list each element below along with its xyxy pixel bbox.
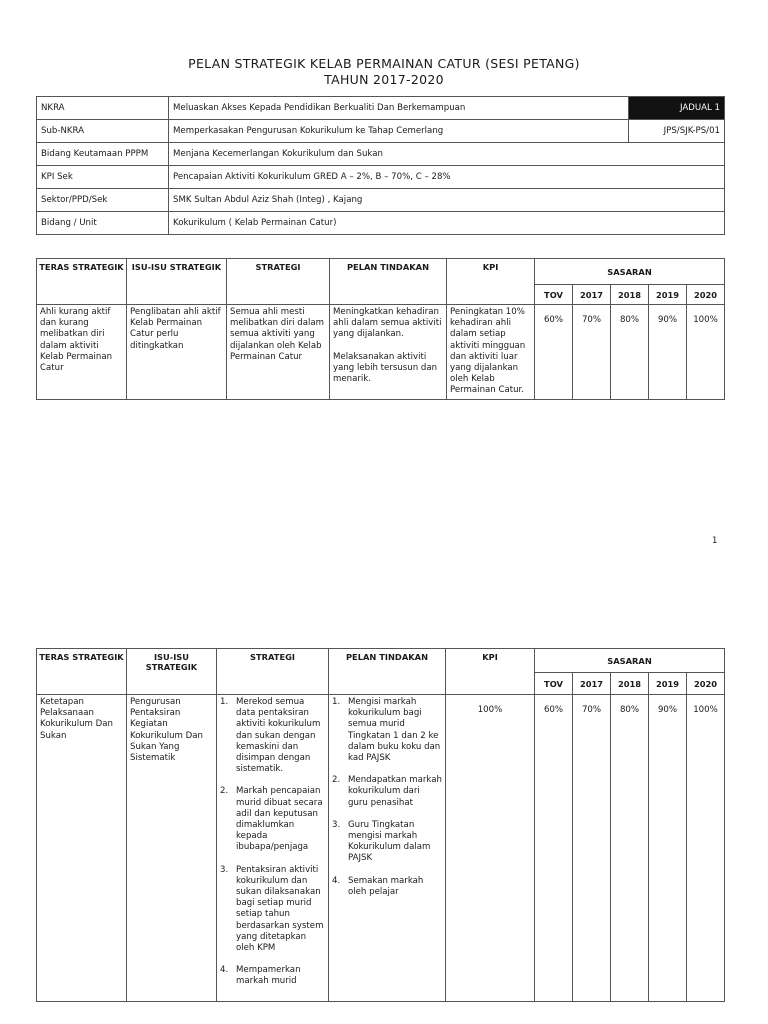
info-row-nkra <box>37 97 725 120</box>
info-row-sektor <box>37 189 725 212</box>
info-value: Memperkasakan Pengurusan Kokurikulum ke Tahap Cemerlang <box>169 120 629 143</box>
header-year: 2020 <box>687 285 725 305</box>
jadual-badge: JADUAL 1 <box>629 97 725 120</box>
header-strategi: STRATEGI <box>227 259 330 305</box>
info-table <box>36 96 725 235</box>
target-cell: 80% <box>611 305 649 400</box>
isu-cell: Penglibatan ahli aktif Kelab Permainan Catur perlu ditingkatkan <box>127 305 227 400</box>
pelan-item: 3. Guru Tingkatan mengisi markah Kokurikulum dalam PAJSK <box>332 819 431 864</box>
header-isu: ISU-ISU STRATEGIK <box>127 649 217 695</box>
header-teras: TERAS STRATEGIK <box>37 259 127 305</box>
info-row-bidang-unit <box>37 212 725 235</box>
kpi-cell: 100% <box>446 695 535 1002</box>
info-label: KPI Sek <box>37 166 169 189</box>
header-sasaran: SASARAN <box>535 259 725 285</box>
pelan-item: 2. Mendapatkan markah kokurikulum dari guru penasihat <box>332 775 442 808</box>
header-year: 2017 <box>573 673 611 695</box>
strategi-cell: Semua ahli mesti melibatkan diri dalam semua aktiviti yang dijalankan oleh Kelab Permainan Catur <box>227 305 330 400</box>
page-number: 1 <box>712 536 718 546</box>
target-cell: 90% <box>649 695 687 1002</box>
header-strategi: STRATEGI <box>217 649 329 695</box>
info-value: Kokurikulum ( Kelab Permainan Catur) <box>169 212 725 235</box>
target-cell: 70% <box>573 695 611 1002</box>
strategi-item: 3. Pentaksiran aktiviti kokurikulum dan sukan dilaksanakan bagi setiap murid setiap tahun berdasarkan system yang ditetapkan oleh KPM <box>220 864 324 954</box>
info-label: NKRA <box>37 97 169 120</box>
kpi-cell: Peningkatan 10% kehadiran ahli dalam setiap aktiviti mingguan dan aktiviti luar yang dijalankan oleh Kelab Permainan Catur. <box>447 305 535 400</box>
info-label: Bidang Keutamaan PPPM <box>37 143 169 166</box>
info-value: SMK Sultan Abdul Aziz Shah (Integ) , Kajang <box>169 189 725 212</box>
pelan-cell <box>330 305 447 400</box>
target-cell: 60% <box>535 695 573 1002</box>
isu-cell: Pengurusan Pentaksiran Kegiatan Kokurikulum Dan Sukan Yang Sistematik <box>127 695 217 1002</box>
target-cell: 70% <box>573 305 611 400</box>
pelan-item: Meningkatkan kehadiran ahli dalam semua aktiviti yang dijalankan. <box>333 307 442 340</box>
header-isu: ISU-ISU STRATEGIK <box>127 259 227 305</box>
header-year: 2019 <box>649 673 687 695</box>
target-cell: 60% <box>535 305 573 400</box>
header-year: TOV <box>535 285 573 305</box>
strategy-table-1 <box>36 258 725 400</box>
info-label: Bidang / Unit <box>37 212 169 235</box>
header-sasaran: SASARAN <box>535 649 725 673</box>
info-row-bidang-keutamaan <box>37 143 725 166</box>
document-code: JPS/SJK-PS/01 <box>629 120 725 143</box>
header-year: 2018 <box>611 285 649 305</box>
header-kpi: KPI <box>446 649 535 695</box>
info-label: Sub-NKRA <box>37 120 169 143</box>
header-pelan: PELAN TINDAKAN <box>329 649 446 695</box>
target-cell: 100% <box>687 305 725 400</box>
info-value: Meluaskan Akses Kepada Pendidikan Berkualiti Dan Berkemampuan <box>169 97 629 120</box>
pelan-item: Melaksanakan aktiviti yang lebih tersusun dan menarik. <box>333 351 438 385</box>
header-year: 2020 <box>687 673 725 695</box>
info-row-sub-nkra <box>37 120 725 143</box>
teras-cell: Ketetapan Pelaksanaan Kokurikulum Dan Sukan <box>37 695 127 1002</box>
header-year: 2018 <box>611 673 649 695</box>
info-label: Sektor/PPD/Sek <box>37 189 169 212</box>
header-pelan: PELAN TINDAKAN <box>330 259 447 305</box>
header-teras: TERAS STRATEGIK <box>37 649 127 695</box>
strategi-item: 4. Mempamerkan markah murid <box>220 965 301 987</box>
teras-cell: Ahli kurang aktif dan kurang melibatkan diri dalam aktiviti Kelab Permainan Catur <box>37 305 127 400</box>
info-row-kpi-sek <box>37 166 725 189</box>
info-value: Pencapaian Aktiviti Kokurikulum GRED A – 2%, B – 70%, C – 28% <box>169 166 725 189</box>
header-year: 2019 <box>649 285 687 305</box>
header-year: TOV <box>535 673 573 695</box>
info-value: Menjana Kecemerlangan Kokurikulum dan Sukan <box>169 143 725 166</box>
strategi-cell <box>217 695 329 1002</box>
strategy-table-2 <box>36 648 725 1002</box>
document-title: PELAN STRATEGIK KELAB PERMAINAN CATUR (SESI PETANG) <box>188 56 580 71</box>
table-row <box>37 695 725 1002</box>
header-year: 2017 <box>573 285 611 305</box>
target-cell: 90% <box>649 305 687 400</box>
table-row <box>37 305 725 400</box>
strategi-item: 2. Markah pencapaian murid dibuat secara adil dan keputusan dimaklumkan kepada ibubapa/penjaga <box>220 786 323 853</box>
pelan-item: 1. Mengisi markah kokurikulum bagi semua murid Tingkatan 1 dan 2 ke dalam buku koku dan kad PAJSK <box>332 697 441 764</box>
target-cell: 100% <box>687 695 725 1002</box>
pelan-item: 4. Semakan markah oleh pelajar <box>332 875 424 897</box>
target-cell: 80% <box>611 695 649 1002</box>
pelan-cell <box>329 695 446 1002</box>
document-subtitle: TAHUN 2017-2020 <box>324 72 444 87</box>
strategi-item: 1. Merekod semua data pentaksiran aktiviti kokurikulum dan sukan dengan kemaskini dan disimpan dengan sistematik. <box>220 697 321 775</box>
header-kpi: KPI <box>447 259 535 305</box>
